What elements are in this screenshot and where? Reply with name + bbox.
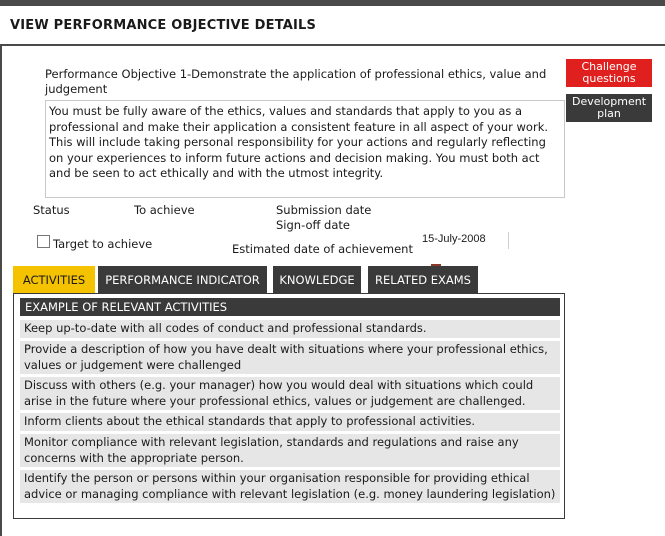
tab-performance-indicator[interactable]: PERFORMANCE INDICATOR xyxy=(98,266,267,294)
challenge-button-line1: Challenge xyxy=(581,60,637,73)
submission-date-label: Submission date xyxy=(276,203,372,217)
estimated-date-value: 15-July-2008 xyxy=(422,233,486,245)
list-item: Inform clients about the ethical standards that apply to professional activities. xyxy=(20,413,560,431)
objective-description: You must be fully aware of the ethics, values and standards that apply to you as a professional and make their application a consistent feature in all aspect of your work. This will include taking personal responsibility for your actions and regularly reflecting on your experiences to inform future actions and decision making. You must both act and be seen to act ethically and with the utmost integrity. xyxy=(45,100,565,198)
status-label: Status xyxy=(33,203,70,217)
activities-panel xyxy=(13,293,565,519)
development-plan-button[interactable] xyxy=(566,94,652,122)
list-item: Keep up-to-date with all codes of conduct and professional standards. xyxy=(20,320,560,338)
tab-activities[interactable]: ACTIVITIES xyxy=(13,266,95,294)
list-item: Identify the person or persons within your organisation responsible for providing ethical advice or managing compliance with relevant legislation (e.g. money laundering legislation) xyxy=(20,470,560,503)
challenge-questions-button[interactable] xyxy=(566,59,652,87)
challenge-button-line2: questions xyxy=(582,72,636,85)
page-header xyxy=(0,6,665,46)
list-item: Monitor compliance with relevant legislation, standards and regulations and raise any concerns with the appropriate person. xyxy=(20,434,560,467)
target-to-achieve-checkbox[interactable] xyxy=(37,235,50,248)
estimated-date-divider xyxy=(508,232,509,249)
page-title: VIEW PERFORMANCE OBJECTIVE DETAILS xyxy=(10,18,317,33)
list-item: Discuss with others (e.g. your manager) how you would deal with situations which could arise in the future where your professional ethics, values or judgement are challenged. xyxy=(20,377,560,410)
target-to-achieve-label: Target to achieve xyxy=(53,237,153,251)
development-button-line1: Development xyxy=(571,95,647,108)
estimated-date-label: Estimated date of achievement xyxy=(232,242,413,256)
objective-title: Performance Objective 1-Demonstrate the application of professional ethics, value and judgement xyxy=(45,67,547,96)
status-value: To achieve xyxy=(134,203,195,217)
signoff-date-label: Sign-off date xyxy=(276,218,350,232)
tab-related-exams[interactable]: RELATED EXAMS xyxy=(368,266,478,294)
development-button-line2: plan xyxy=(597,107,621,120)
activities-heading: EXAMPLE OF RELEVANT ACTIVITIES xyxy=(20,298,560,316)
tab-knowledge[interactable]: KNOWLEDGE xyxy=(273,266,361,294)
list-item: Provide a description of how you have dealt with situations where your professional ethics, values or judgement were challenged xyxy=(20,341,560,374)
left-border xyxy=(0,46,2,536)
